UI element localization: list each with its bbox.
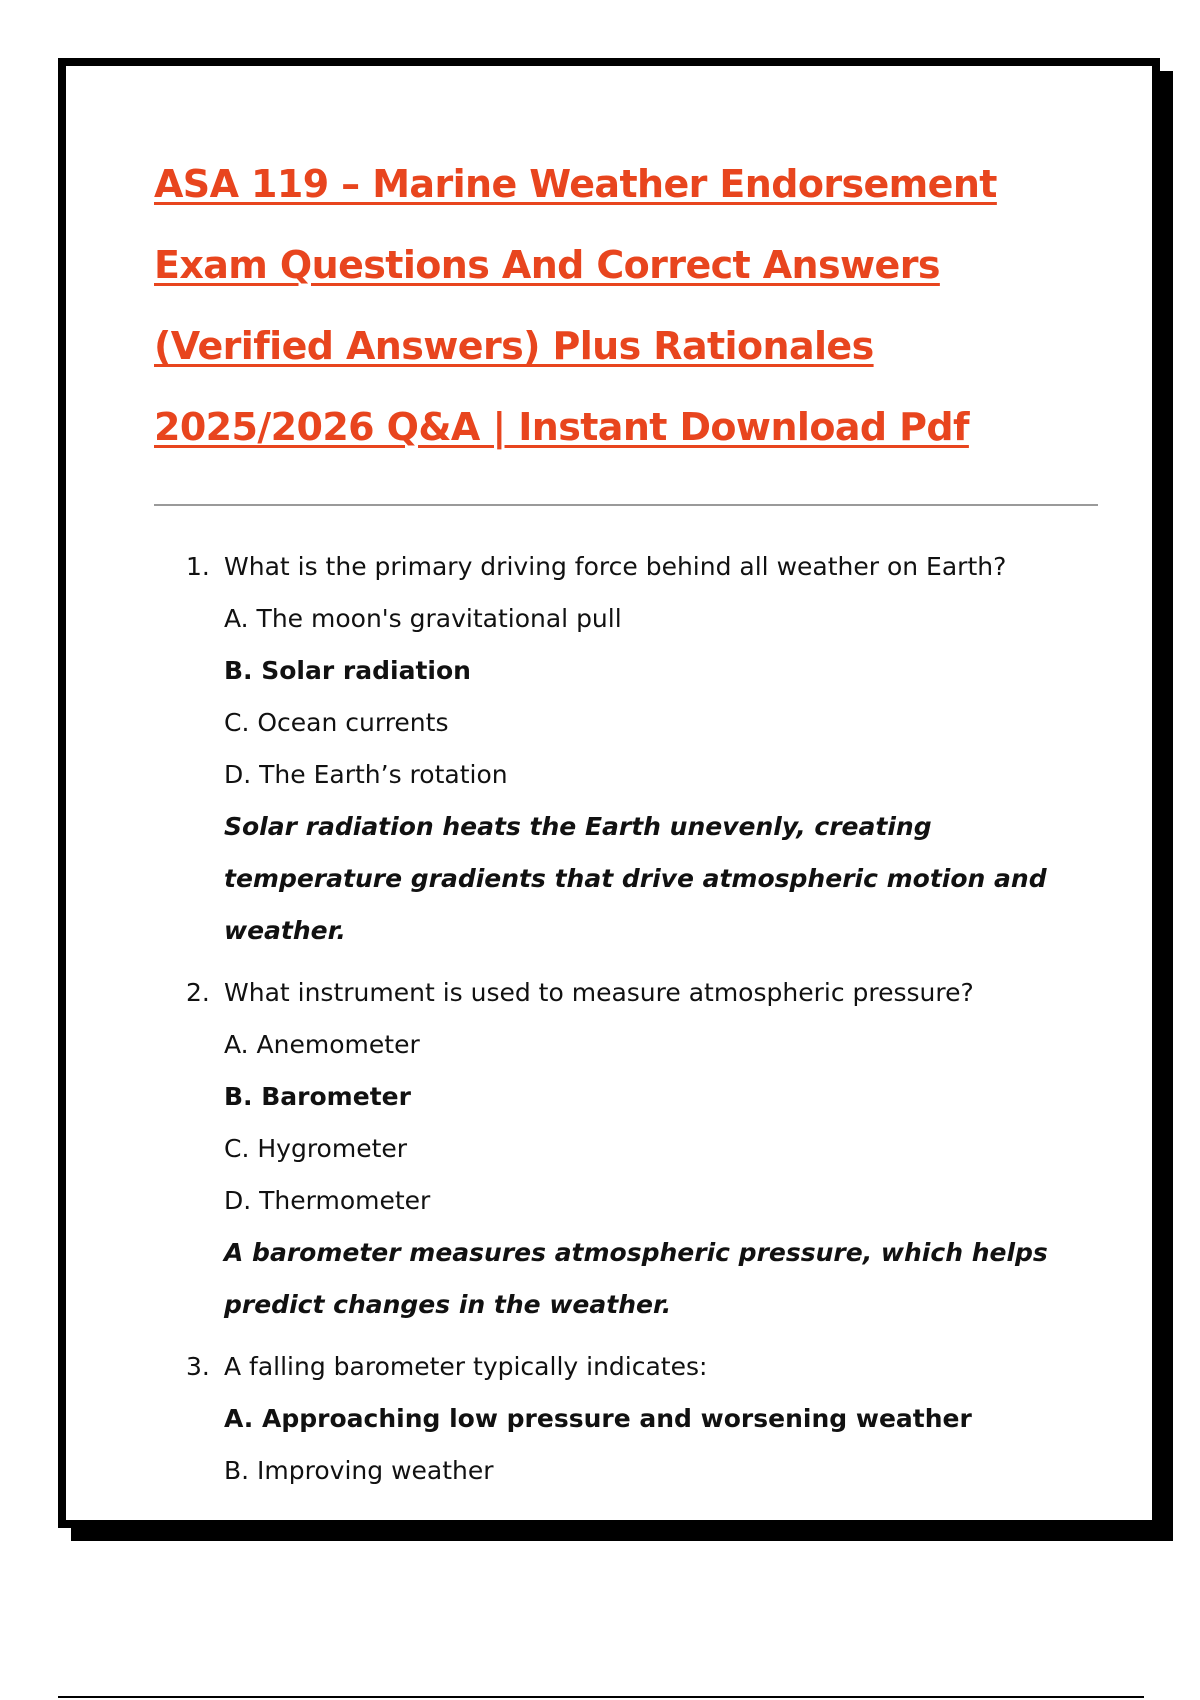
- answer-option: B. Improving weather: [224, 1456, 494, 1485]
- answer-option: C. Ocean currents: [224, 708, 449, 737]
- question-number: 2.: [186, 978, 210, 1007]
- question-item: [66, 1341, 1152, 1497]
- question-text: What instrument is used to measure atmospheric pressure?: [224, 978, 974, 1007]
- question-text: A falling barometer typically indicates:: [224, 1352, 708, 1381]
- question-number: 1.: [186, 552, 210, 581]
- title-line: Exam Questions And Correct Answers: [154, 243, 940, 287]
- answer-option: A. Anemometer: [224, 1030, 420, 1059]
- title-line: (Verified Answers) Plus Rationales: [154, 324, 874, 368]
- answer-option: D. The Earth’s rotation: [224, 760, 508, 789]
- footer-rule: [58, 1696, 1144, 1698]
- title-line: 2025/2026 Q&A | Instant Download Pdf: [154, 405, 969, 449]
- correct-answer-option: A. Approaching low pressure and worsening weather: [224, 1404, 972, 1433]
- question-text: What is the primary driving force behind all weather on Earth?: [224, 552, 1007, 581]
- answer-option: A. The moon's gravitational pull: [224, 604, 622, 633]
- correct-answer-option: B. Solar radiation: [224, 656, 471, 685]
- answer-rationale: A barometer measures atmospheric pressure, which helps predict changes in the weather.: [224, 1238, 1048, 1319]
- answer-option: D. Thermometer: [224, 1186, 431, 1215]
- answer-option: C. Hygrometer: [224, 1134, 408, 1163]
- correct-answer-option: B. Barometer: [224, 1082, 411, 1111]
- answer-rationale: Solar radiation heats the Earth unevenly, creating temperature gradients that drive atmospheric motion and weather.: [224, 812, 1047, 945]
- document-title: [154, 144, 1114, 468]
- page-frame: [58, 58, 1160, 1528]
- title-line: ASA 119 – Marine Weather Endorsement: [154, 162, 997, 206]
- title-divider: [154, 504, 1098, 506]
- question-list: [66, 541, 1152, 1497]
- question-item: [66, 967, 1152, 1331]
- question-number: 3.: [186, 1352, 210, 1381]
- question-item: [66, 541, 1152, 957]
